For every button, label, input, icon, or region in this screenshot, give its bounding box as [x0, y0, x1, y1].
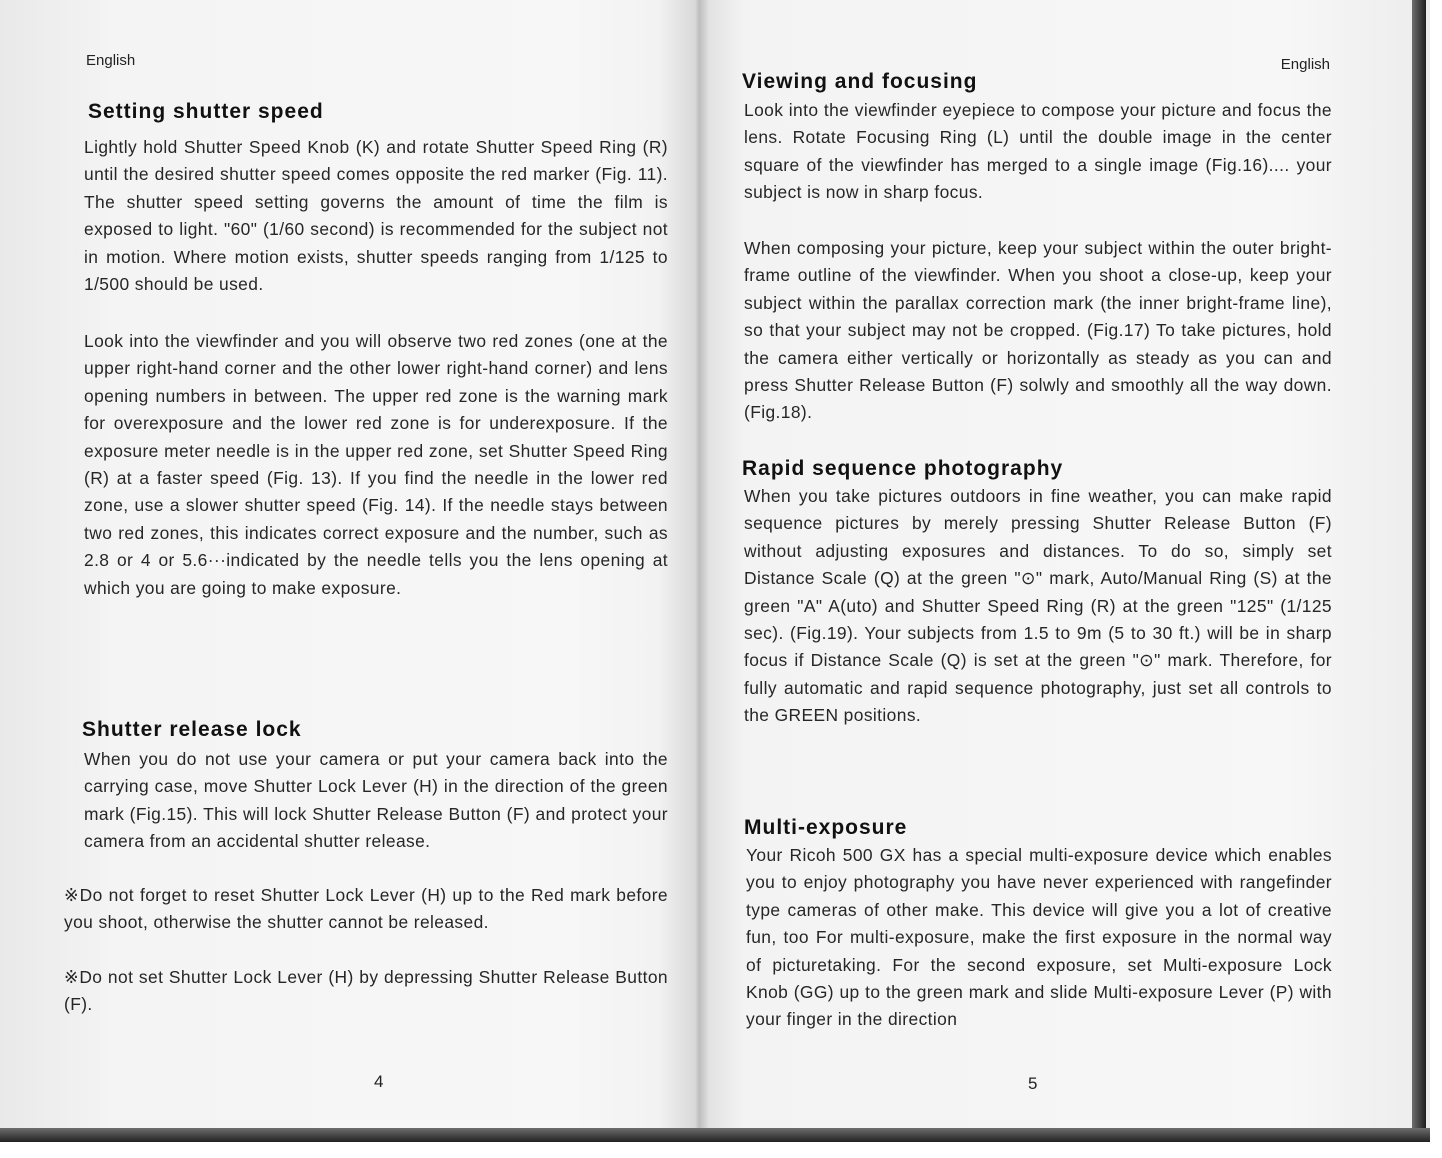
section-heading-rapid-sequence: Rapid sequence photography: [742, 457, 1064, 480]
paragraph: Lightly hold Shutter Speed Knob (K) and rotate Shutter Speed Ring (R) until the desired shutter speed comes opposite the red marker (Fig. 11). The shutter speed setting governs the amount of time the film is exposed to light. "60" (1/60 second) is recommended for the subject not in motion. Where motion exists, shutter speeds ranging from 1/125 to 1/500 should be used.: [84, 137, 668, 295]
note: ※Do not set Shutter Lock Lever (H) by depressing Shutter Release Button (F).: [64, 967, 668, 1015]
page-edge-shadow-bottom: [0, 1128, 1430, 1142]
section-heading-multi-exposure: Multi-exposure: [744, 816, 908, 839]
page-number: 4: [374, 1072, 384, 1091]
paragraph: When you do not use your camera or put your camera back into the carrying case, move Shutter Lock Lever (H) in the direction of the green mark (Fig.15). This will lock Shutter Release Button (F) and protect your camera from an accidental shutter release.: [84, 749, 668, 852]
language-label: English: [86, 52, 136, 69]
paragraph: When you take pictures outdoors in fine weather, you can make rapid sequence pictures by merely pressing Shutter Release Button (F) without adjusting exposures and distances. To do so, simply set Distance Scale (Q) at the green "⊙" mark, Auto/Manual Ring (S) at the green "A" A(uto) and Shutter Speed Ring (R) at the green "125" (1/125 sec). (Fig.19). Your subjects from 1.5 to 9m (5 to 30 ft.) will be in sharp focus if Distance Scale (Q) is set at the green "⊙" mark. Therefore, for fully automatic and rapid sequence photography, just set all controls to the GREEN positions.: [744, 486, 1332, 726]
page-edge-shadow-right: [1412, 0, 1426, 1140]
paragraph: Look into the viewfinder and you will observe two red zones (one at the upper right-hand corner and the other lower right-hand corner) and lens opening numbers in between. The upper red zone is the warning mark for overexposure and the lower red zone is for underexposure. If the exposure meter needle is in the upper red zone, set Shutter Speed Ring (R) at a faster speed (Fig. 13). If you find the needle in the lower red zone, use a slower shutter speed (Fig. 14). If the needle stays between two red zones, this indicates correct exposure and the number, such as 2.8 or 4 or 5.6···indicated by the needle tells you the lens opening at which you are going to make exposure.: [84, 331, 668, 598]
section-heading-shutter-release-lock: Shutter release lock: [82, 718, 302, 741]
section-heading-viewing-focusing: Viewing and focusing: [742, 70, 978, 93]
paragraph: When composing your picture, keep your subject within the outer bright-frame outline of the viewfinder. When you shoot a close-up, keep your subject within the parallax correction mark (the inner bright-frame line), so that your subject may not be cropped. (Fig.17) To take pictures, hold the camera either vertically or horizontally as steady as you can and press Shutter Release Button (F) solwly and smoothly all the way down. (Fig.18).: [744, 238, 1332, 423]
paragraph: Your Ricoh 500 GX has a special multi-exposure device which enables you to enjoy photography you have never experienced with rangefinder type cameras of other make. This device will give you a lot of creative fun, too For multi-exposure, make the first exposure in the normal way of picturetaking. For the second exposure, set Multi-exposure Lock Knob (GG) up to the green mark and slide Multi-exposure Lever (P) with your finger in the direction: [746, 845, 1332, 1030]
section-heading-shutter-speed: Setting shutter speed: [88, 100, 324, 123]
language-label: English: [1280, 56, 1330, 73]
paragraph: Look into the viewfinder eyepiece to compose your picture and focus the lens. Rotate Focusing Ring (L) until the double image in the center square of the viewfinder has merged to a single image (Fig.16).... your subject is now in sharp focus.: [744, 100, 1332, 203]
page-number: 5: [1028, 1074, 1038, 1093]
note: ※Do not forget to reset Shutter Lock Lever (H) up to the Red mark before you shoot, otherwise the shutter cannot be released.: [64, 885, 668, 933]
